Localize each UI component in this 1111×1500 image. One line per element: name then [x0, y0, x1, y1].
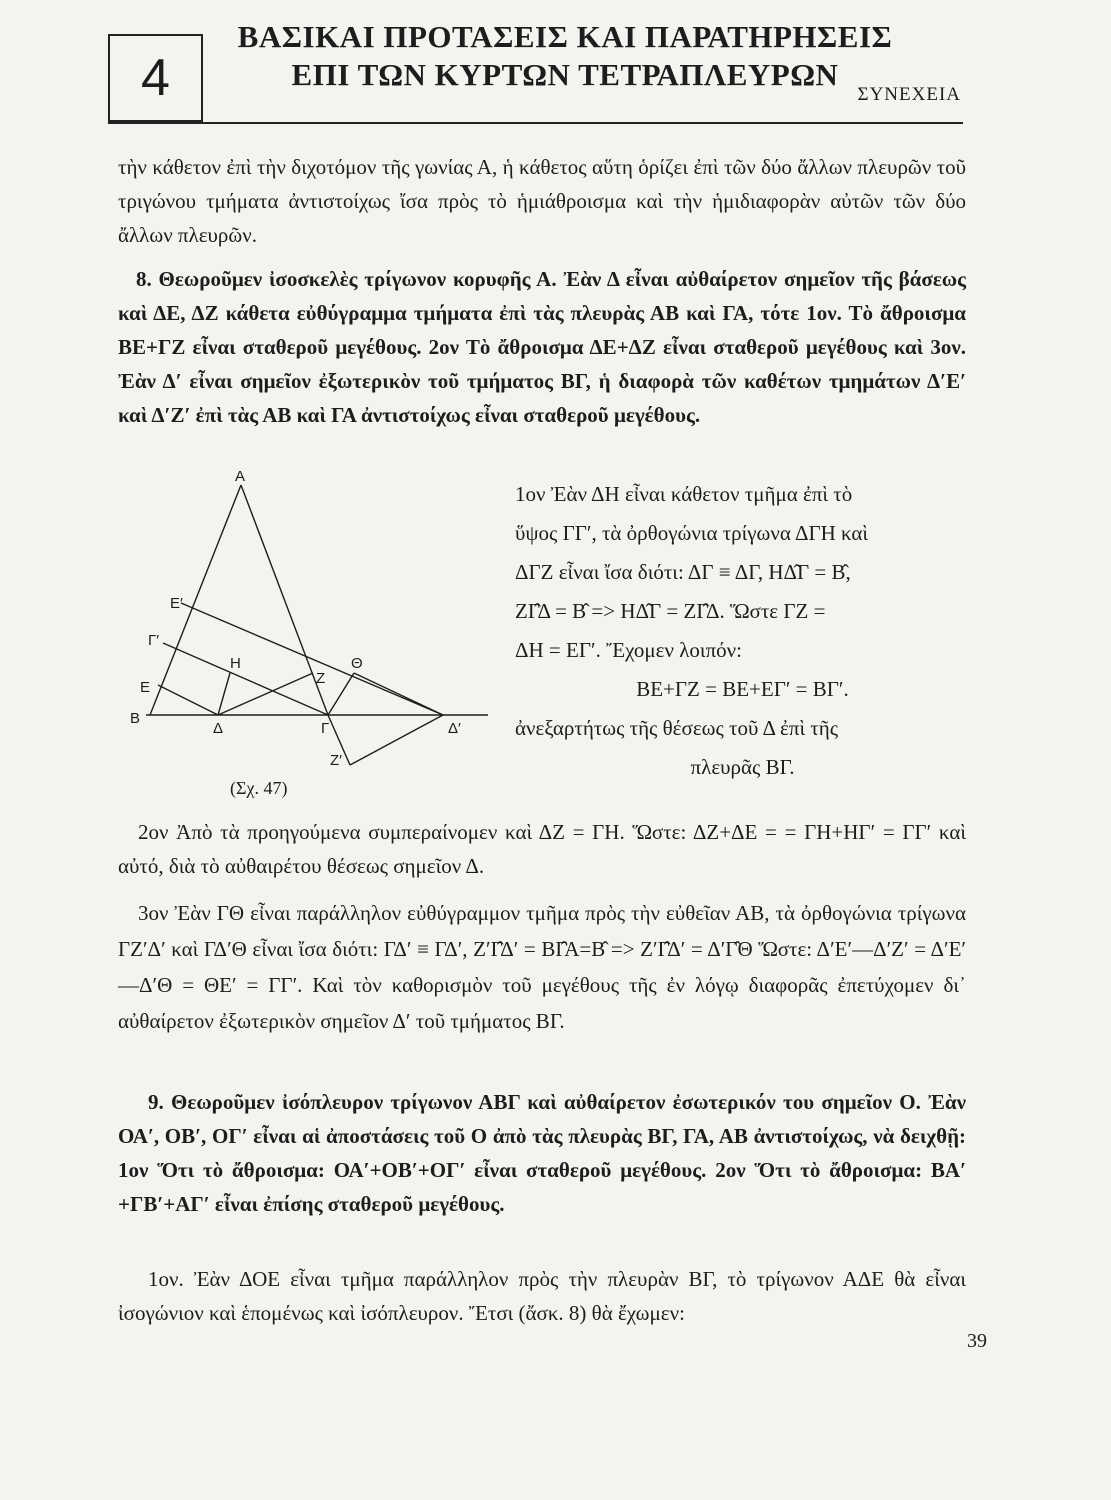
continued-label: ΣΥΝΕΧΕΙΑ: [857, 84, 961, 105]
label-Z: Ζ: [316, 670, 326, 687]
label-Dp: Δ′: [448, 720, 461, 737]
chapter-title: [215, 18, 915, 94]
solution-1-line3: ΔΓΖ εἶναι ἴσα διότι: ΔΓ ≡ ΔΓ, ΗΔ̂Γ = Β̂,: [515, 560, 851, 584]
problem-8-number: 8.: [136, 267, 152, 291]
solution-1-line4: ΖΓ̂Δ = Β̂ => ΗΔ̂Γ = ΖΓ̂Δ. Ὥστε ΓΖ =: [515, 599, 826, 623]
solution-1-line8: πλευρᾶς ΒΓ.: [690, 755, 795, 779]
header-rule: [108, 122, 963, 124]
solution-9-1: 1ον. Ἐὰν ΔΟΕ εἶναι τμῆμα παράλληλον πρὸς τὴν πλευρὰν ΒΓ, τὸ τρίγωνον ΑΔΕ θὰ εἶναι ἰσογώνιον καὶ ἑπομένως καὶ ἰσόπλευρον. Ἔτσι (ἄσκ. 8) θὰ ἔχωμεν:: [118, 1267, 966, 1325]
label-A: Α: [235, 468, 246, 485]
solution-2: 2ον Ἀπὸ τὰ προηγούμενα συμπεραίνομεν καὶ ΔΖ = ΓΗ. Ὥστε: ΔΖ+ΔΕ = = ΓΗ+ΗΓ′ = ΓΓ′ καὶ αὐτό, διὰ τὸ αὐθαιρέτου θέσεως σημεῖον Δ.: [118, 820, 966, 878]
intro-paragraph: τὴν κάθετον ἐπὶ τὴν διχοτόμον τῆς γωνίας Α, ἡ κάθετος αὕτη ὁρίζει ἐπὶ τῶν δύο ἄλλων πλευρῶν τοῦ τριγώνου τμήματα ἀντιστοίχως ἴσα πρὸς τὸ ἡμιάθροισμα καὶ τὴν ἡμιδιαφορὰν αὐτῶν τῶν δύο ἄλλων πλευρῶν.: [118, 155, 966, 247]
chapter-number-box: [108, 34, 203, 122]
label-D: Δ: [213, 720, 224, 737]
solution-1-line6: ΒΕ+ΓΖ = ΒΕ+ΕΓ′ = ΒΓ′.: [636, 677, 849, 701]
label-Zp: Ζ′: [330, 752, 342, 769]
seg-DE: [158, 685, 218, 715]
seg-DH: [218, 673, 230, 715]
seg-ThDp: [354, 673, 443, 715]
chapter-title-line1: ΒΑΣΙΚΑΙ ΠΡΟΤΑΣΕΙΣ ΚΑΙ ΠΑΡΑΤΗΡΗΣΕΙΣ: [237, 19, 893, 54]
chapter-title-line2: ΕΠΙ ΤΩΝ ΚΥΡΤΩΝ ΤΕΤΡΑΠΛΕΥΡΩΝ: [291, 57, 839, 92]
figure-caption: (Σχ. 47): [230, 778, 288, 798]
seg-DpEp: [181, 603, 443, 715]
problem-9-text: Θεωροῦμεν ἰσόπλευρον τρίγωνον ΑΒΓ καὶ αὐθαίρετον ἐσωτερικόν του σημεῖον Ο. Ἐὰν ΟΑ′, ΟΒ′, ΟΓ′ εἶναι αἱ ἀποστάσεις τοῦ Ο ἀπὸ τὰς πλευρὰς ΒΓ, ΓΑ, ΑΒ ἀντιστοίχως, νὰ δειχθῇ: 1ον Ὅτι τὸ ἄθροισμα: ΟΑ′+ΟΒ′+ΟΓ′ εἶναι σταθεροῦ μεγέθους. 2ον Ὅτι τὸ ἄθροισμα: ΒΑ′+ΓΒ′+ΑΓ′ εἶναι ἐπίσης σταθεροῦ μεγέθους.: [118, 1090, 967, 1216]
problem-8-text: Θεωροῦμεν ἰσοσκελὲς τρίγωνον κορυφῆς Α. Ἐὰν Δ εἶναι αὐθαίρετον σημεῖον τῆς βάσεως καὶ ΔΕ, ΔΖ κάθετα εὐθύγραμμα τμήματα ἐπὶ τὰς πλευρὰς ΑΒ καὶ ΓΑ, τότε 1ον. Τὸ ἄθροισμα ΒΕ+ΓΖ εἶναι σταθεροῦ μεγέθους. 2ον Τὸ ἄθροισμα ΔΕ+ΔΖ εἶναι σταθεροῦ μεγέθους καὶ 3ον. Ἐὰν Δ′ εἶναι σημεῖον ἐξωτερικὸν τοῦ τμήματος ΒΓ, ἡ διαφορὰ τῶν καθέτων τμημάτων Δ′Ε′ καὶ Δ′Ζ′ ἐπὶ τὰς ΑΒ καὶ ΓΑ ἀντιστοίχως εἶναι σταθεροῦ μεγέθους.: [118, 267, 967, 427]
label-Gp: Γ′: [148, 632, 160, 649]
solution-1-line5: ΔΗ = ΕΓ′. Ἔχομεν λοιπόν:: [515, 638, 743, 662]
label-H: Η: [230, 655, 241, 672]
problem-8: [118, 262, 966, 432]
seg-DpZp: [350, 715, 443, 765]
solution-1-line2: ὕψος ΓΓ′, τὰ ὀρθογώνια τρίγωνα ΔΓΗ καὶ: [515, 521, 869, 545]
label-B: Β: [130, 710, 141, 727]
label-G: Γ: [321, 720, 330, 737]
solution-1: [515, 475, 970, 787]
solution-1-line1: 1ον Ἐὰν ΔΗ εἶναι κάθετον τμῆμα ἐπὶ τὸ: [515, 482, 853, 506]
label-E: Ε: [140, 679, 151, 696]
side-AC: [241, 485, 328, 715]
seg-GTh: [328, 673, 354, 715]
problem-9-number: 9.: [148, 1090, 164, 1114]
label-Th: Θ: [351, 655, 363, 672]
solution-1-line7: ἀνεξαρτήτως τῆς θέσεως τοῦ Δ ἐπὶ τῆς: [515, 716, 839, 740]
seg-DZ: [218, 673, 313, 715]
chapter-number: 4: [141, 49, 170, 107]
problem-9: [118, 1085, 966, 1221]
figure-47: [118, 465, 513, 805]
page-number: 39: [967, 1330, 987, 1352]
solution-3: 3ον Ἐὰν ΓΘ εἶναι παράλληλον εὐθύγραμμον τμῆμα πρὸς τὴν εὐθεῖαν ΑΒ, τὰ ὀρθογώνια τρίγωνα ΓΖ′Δ′ καὶ ΓΔ′Θ εἶναι ἴσα διότι: ΓΔ′ ≡ ΓΔ′, Ζ′Γ̂Δ′ = ΒΓ̂Α=Β̂ => Ζ′Γ̂Δ′ = Δ′Γ̂Θ Ὥστε: Δ′Ε′—Δ′Ζ′ = Δ′Ε′—Δ′Θ = ΘΕ′ = ΓΓ′. Καὶ τὸν καθορισμὸν τοῦ μεγέθους τῆς ἐν λόγῳ διαφορᾶς ἐπετύχομεν δι᾿ αὐθαίρετον ἐξωτερικὸν σημεῖον Δ′ τοῦ τμήματος ΒΓ.: [118, 901, 966, 1033]
label-Ep: Ε′: [170, 595, 183, 612]
altitude-GGp: [163, 643, 328, 715]
